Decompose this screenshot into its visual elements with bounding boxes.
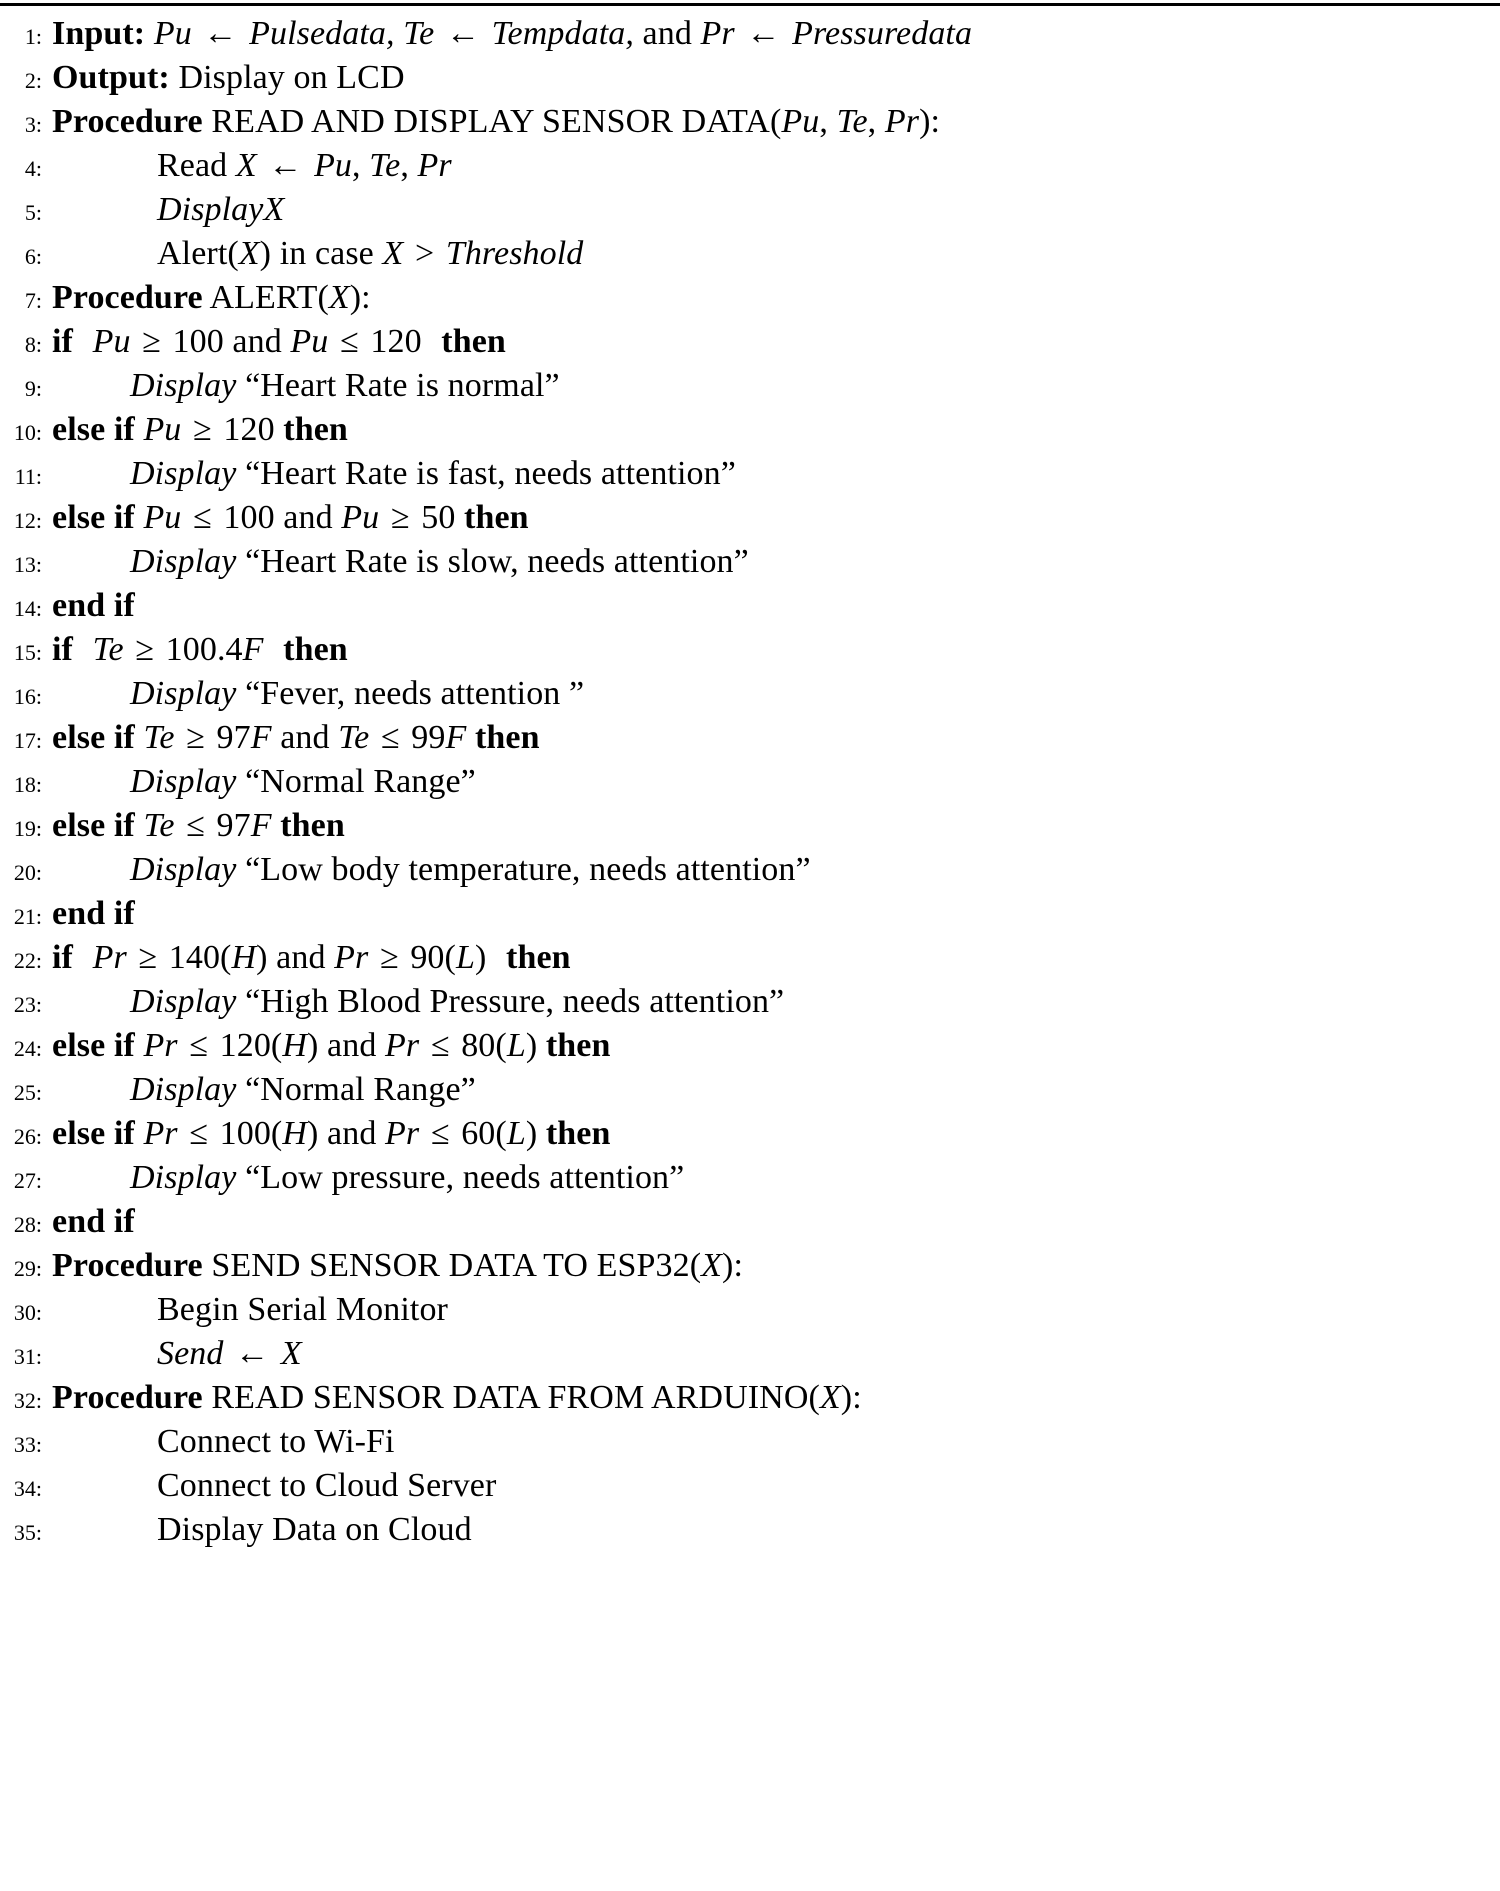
algorithm-line [0,848,1500,892]
line-number: 19: [13,816,42,841]
line-number: 9: [24,376,42,401]
line-content: Display “Heart Rate is normal” [130,367,560,404]
algorithm-line [0,1376,1500,1420]
line-number: 25: [13,1080,42,1105]
algorithm-line [0,628,1500,672]
line-content: Display “Normal Range” [130,763,476,800]
line-content: else if Te ≤ 97F then [52,807,345,844]
line-number: 33: [13,1432,42,1457]
line-number: 22: [13,948,42,973]
line-number: 27: [13,1168,42,1193]
line-content: else if Pu ≥ 120 then [52,411,348,448]
line-number: 28: [13,1212,42,1237]
line-number: 1: [24,24,42,49]
algorithm-line [0,144,1500,188]
line-content: Display Data on Cloud [157,1511,472,1548]
line-content: Procedure READ AND DISPLAY SENSOR DATA(Pu, Te, Pr): [52,103,941,140]
algorithm-line [0,1244,1500,1288]
line-number: 16: [13,684,42,709]
algorithm-line [0,452,1500,496]
line-content: Display “Low body temperature, needs attention” [130,851,811,888]
algorithm-line [0,760,1500,804]
line-number: 8: [24,332,42,357]
line-number: 10: [13,420,42,445]
line-number: 32: [13,1388,42,1413]
line-number: 18: [13,772,42,797]
line-content: Read X ← Pu, Te, Pr [157,147,452,184]
algorithm-line [0,100,1500,144]
algorithm-line [0,804,1500,848]
line-number: 17: [13,728,42,753]
line-content: Procedure ALERT(X): [52,279,371,316]
algorithm-line [0,1332,1500,1376]
line-content: Input: Pu ← Pulsedata, Te ← Tempdata, and Pr ← Pressuredata [52,15,973,52]
line-number: 30: [13,1300,42,1325]
line-number: 34: [13,1476,42,1501]
line-number: 12: [13,508,42,533]
line-content: Display “Low pressure, needs attention” [130,1159,685,1196]
line-content: else if Te ≥ 97F and Te ≤ 99F then [52,719,540,756]
line-content: else if Pr ≤ 100(H) and Pr ≤ 60(L) then [52,1115,611,1152]
algorithm-line [0,1156,1500,1200]
algorithm-line [0,1200,1500,1244]
line-content: Display “Heart Rate is slow, needs attention” [130,543,749,580]
line-content: end if [52,895,135,932]
line-content: Procedure SEND SENSOR DATA TO ESP32(X): [52,1247,743,1284]
line-number: 24: [13,1036,42,1061]
line-content: Connect to Wi-Fi [157,1423,395,1460]
line-number: 15: [13,640,42,665]
line-number: 35: [13,1520,42,1545]
algorithm-line [0,364,1500,408]
algorithm-line [0,584,1500,628]
line-number: 23: [13,992,42,1017]
line-number: 3: [24,112,42,137]
algorithm-line [0,1288,1500,1332]
line-content: DisplayX [157,191,285,228]
line-content: Alert(X) in case X > Threshold [157,235,584,272]
line-content: else if Pu ≤ 100 and Pu ≥ 50 then [52,499,529,536]
algorithm-line [0,1508,1500,1552]
line-content: Connect to Cloud Server [157,1467,497,1504]
line-number: 4: [24,156,42,181]
line-content: Output: Display on LCD [52,59,405,96]
algorithm-line [0,1024,1500,1068]
line-content: Display “Normal Range” [130,1071,476,1108]
line-content: end if [52,587,135,624]
algorithm-line [0,672,1500,716]
line-number: 21: [13,904,42,929]
algorithm-line [0,716,1500,760]
algorithm-line [0,12,1500,56]
algorithm-line [0,1068,1500,1112]
line-number: 20: [13,860,42,885]
algorithm-line [0,1464,1500,1508]
algorithm-line [0,276,1500,320]
algorithm-line [0,408,1500,452]
line-content: Begin Serial Monitor [157,1291,448,1328]
line-number: 5: [24,200,42,225]
algorithm-line [0,56,1500,100]
line-content: Procedure READ SENSOR DATA FROM ARDUINO(X): [52,1379,862,1416]
algorithm-line [0,188,1500,232]
line-content: if Pr ≥ 140(H) and Pr ≥ 90(L) then [52,939,571,976]
line-content: Display “High Blood Pressure, needs attention” [130,983,785,1020]
line-content: if Pu ≥ 100 and Pu ≤ 120 then [52,323,506,360]
line-number: 26: [13,1124,42,1149]
line-number: 7: [24,288,42,313]
line-number: 29: [13,1256,42,1281]
algorithm-line [0,496,1500,540]
line-content: Display “Heart Rate is fast, needs attention” [130,455,736,492]
line-number: 6: [24,244,42,269]
algorithm-line [0,892,1500,936]
line-number: 11: [14,464,42,489]
line-number: 14: [13,596,42,621]
top-rule-divider [0,3,1500,6]
algorithm-line [0,1420,1500,1464]
line-content: else if Pr ≤ 120(H) and Pr ≤ 80(L) then [52,1027,611,1064]
algorithm-line [0,1112,1500,1156]
algorithm-line-list [0,12,1500,1552]
line-number: 13: [13,552,42,577]
line-number: 2: [24,68,42,93]
line-content: end if [52,1203,135,1240]
algorithm-line [0,320,1500,364]
algorithm-line [0,980,1500,1024]
algorithm-line [0,232,1500,276]
line-content: Send ← X [157,1335,302,1372]
line-content: Display “Fever, needs attention ” [130,675,585,712]
algorithm-line [0,936,1500,980]
line-number: 31: [13,1344,42,1369]
algorithm-line [0,540,1500,584]
line-content: if Te ≥ 100.4F then [52,631,348,668]
